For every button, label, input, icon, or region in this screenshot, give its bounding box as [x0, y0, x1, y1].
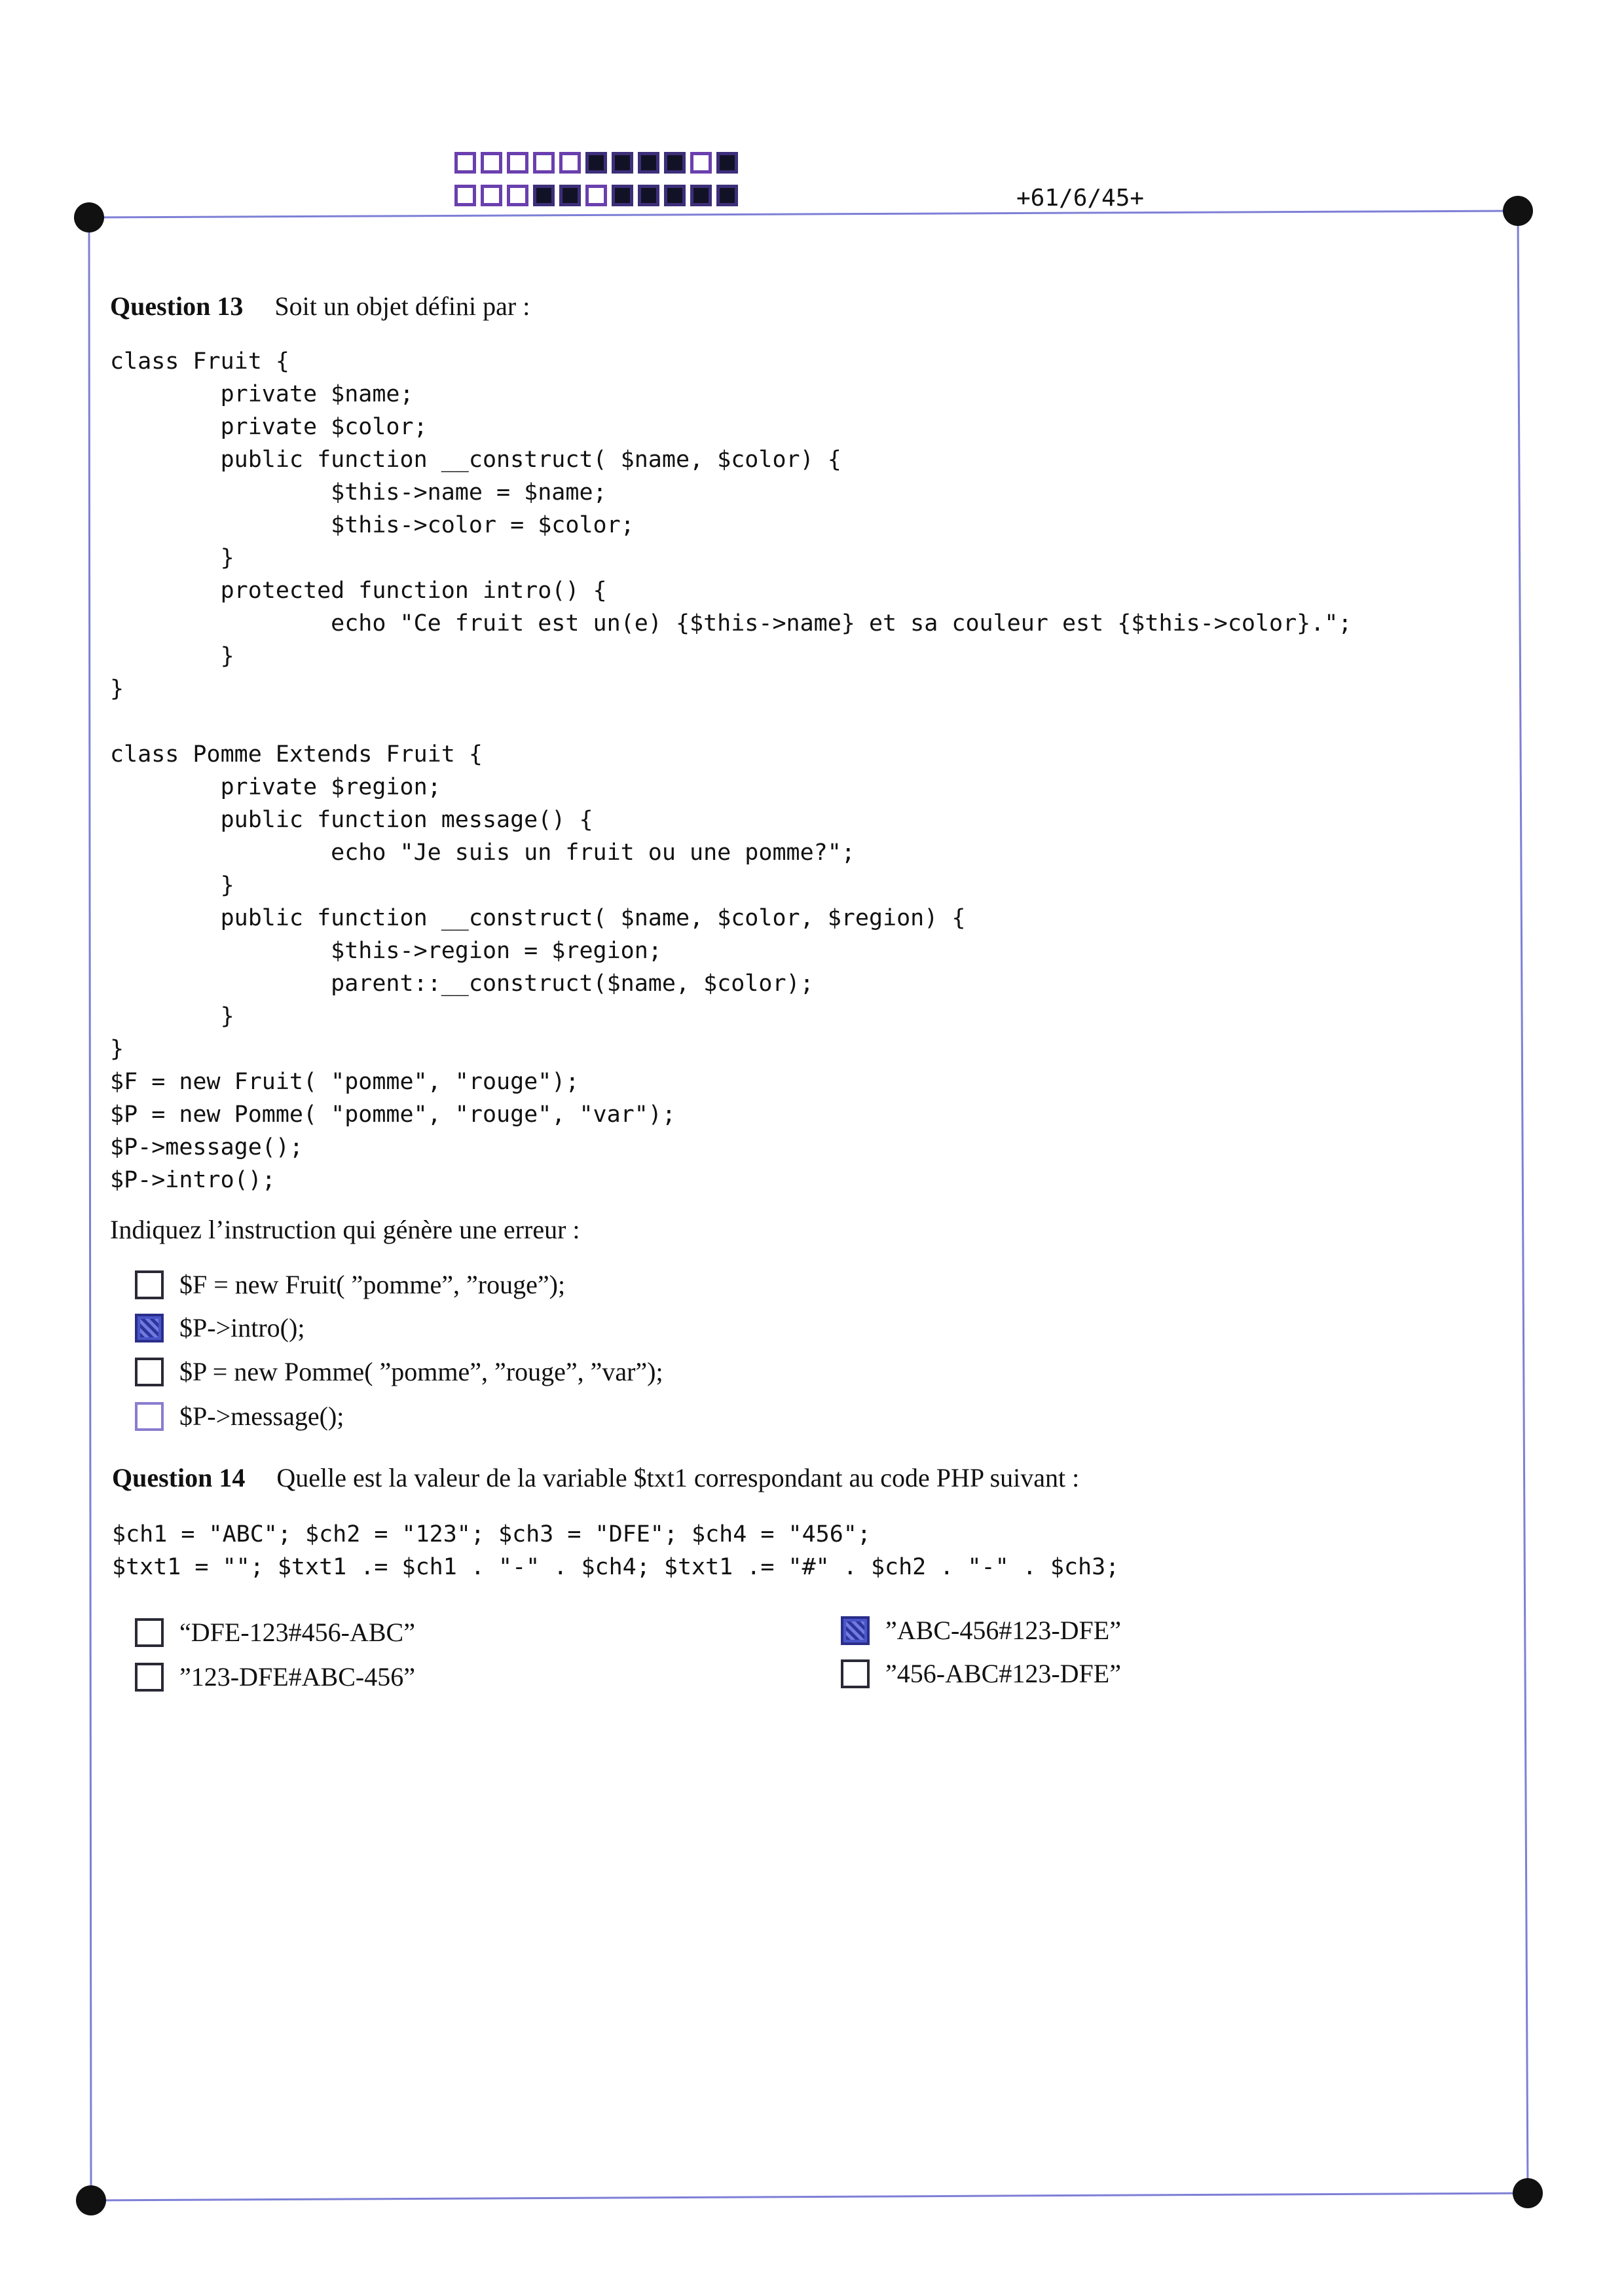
question-14-text: Quelle est la valeur de la variable $txt1 correspondant au code PHP suivant :	[276, 1463, 1080, 1492]
code-cell	[638, 152, 659, 174]
question-14-code: $ch1 = "ABC"; $ch2 = "123"; $ch3 = "DFE"; $ch4 = "456"; $txt1 = ""; $txt1 .= $ch1 . "-" . $ch4; $txt1 .= "#" . $ch2 . "-" . $ch3;	[112, 1521, 1120, 1580]
answer-option[interactable]	[135, 1269, 565, 1300]
question-13-code: class Fruit { private $name; private $color; public function __construct( $name, $color) { $this->name = $name; $this->color = $color; } protected function intro() { echo "Ce fruit est un(e) {$this->name} et sa couleur est {$this->color}."; } } class Pomme Extends Fruit { private $region; public function message() { echo "Je suis un fruit ou une pomme?"; } public function __construct( $name, $color, $region) { $this->region = $region; parent::__construct($name, $color); } } $F = new Fruit( "pomme", "rouge"); $P = new Pomme( "pomme", "rouge", "var"); $P->message(); $P->intro();	[110, 348, 1352, 1193]
corner-mark-top-right	[1503, 196, 1533, 226]
answer-checkbox[interactable]	[135, 1270, 164, 1299]
code-cell	[454, 152, 476, 174]
answer-checkbox[interactable]	[135, 1663, 164, 1692]
code-cell	[533, 152, 555, 174]
answer-checkbox[interactable]	[135, 1314, 164, 1342]
code-cell	[690, 152, 712, 174]
code-cell	[507, 152, 528, 174]
corner-mark-bottom-left	[76, 2185, 106, 2215]
answer-label: ”456-ABC#123-DFE”	[885, 1659, 1121, 1688]
corner-mark-top-left	[74, 202, 104, 232]
code-cell	[454, 185, 476, 206]
answer-label: ”ABC-456#123-DFE”	[885, 1616, 1121, 1645]
code-cell	[664, 185, 686, 206]
answer-label: $P->intro();	[179, 1313, 305, 1342]
question-13-text: Soit un objet défini par :	[274, 291, 530, 321]
answer-option[interactable]	[841, 1615, 1121, 1646]
answer-option[interactable]	[135, 1617, 415, 1648]
answer-checkbox[interactable]	[135, 1402, 164, 1431]
code-cell	[585, 152, 607, 174]
code-cell	[481, 152, 502, 174]
answer-label: $P->message();	[179, 1401, 344, 1431]
code-cell	[664, 152, 686, 174]
identification-code-row-2	[454, 185, 743, 206]
answer-option[interactable]	[135, 1661, 415, 1692]
code-cell	[533, 185, 555, 206]
question-14-heading	[112, 1462, 1079, 1493]
code-cell	[559, 185, 581, 206]
answer-option[interactable]	[841, 1658, 1121, 1689]
code-cell	[716, 185, 738, 206]
code-cell	[716, 152, 738, 174]
answer-checkbox[interactable]	[135, 1618, 164, 1647]
answer-checkbox[interactable]	[135, 1358, 164, 1386]
answer-option[interactable]	[135, 1356, 663, 1387]
identification-code-row-1	[454, 152, 743, 174]
answer-label: ”123-DFE#ABC-456”	[179, 1662, 415, 1692]
code-cell	[690, 185, 712, 206]
code-cell	[585, 185, 607, 206]
question-13-heading	[110, 291, 530, 322]
page-identifier: +61/6/45+	[1016, 185, 1145, 212]
answer-option[interactable]	[135, 1312, 304, 1343]
code-cell	[612, 185, 633, 206]
answer-label: $F = new Fruit( ”pomme”, ”rouge”);	[179, 1270, 566, 1299]
question-13-label: Question 13	[110, 291, 244, 321]
question-13-prompt: Indiquez l’instruction qui génère une erreur :	[110, 1215, 580, 1244]
answer-label: “DFE-123#456-ABC”	[179, 1618, 415, 1647]
code-cell	[612, 152, 633, 174]
code-cell	[638, 185, 659, 206]
answer-checkbox[interactable]	[841, 1659, 870, 1688]
code-cell	[481, 185, 502, 206]
corner-mark-bottom-right	[1513, 2178, 1543, 2208]
code-cell	[559, 152, 581, 174]
code-cell	[507, 185, 528, 206]
answer-checkbox[interactable]	[841, 1616, 870, 1645]
question-14-label: Question 14	[112, 1463, 246, 1492]
answer-option[interactable]	[135, 1401, 344, 1432]
answer-label: $P = new Pomme( ”pomme”, ”rouge”, ”var”);	[179, 1357, 663, 1386]
